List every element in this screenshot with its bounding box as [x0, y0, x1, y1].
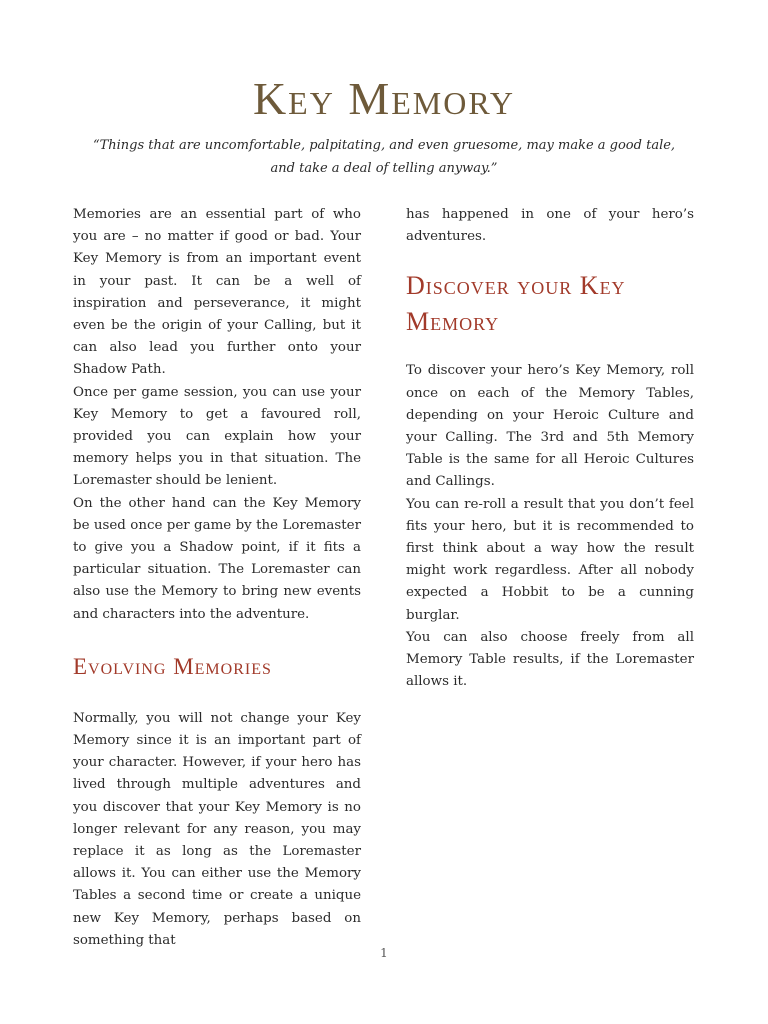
page-title: Key Memory — [252, 73, 516, 124]
intro-paragraph: Memories are an essential part of who you are – no matter if good or bad. Your Key Memory is from an important event in your past. It can be a well of inspiration and perseverance, it might even be the origin of your Calling, but it can also lead you further onto your Shadow Path. — [73, 207, 361, 378]
right-column — [406, 204, 694, 693]
section-heading-discover-key-memory: Discover your Key Memory — [406, 271, 626, 337]
loremaster-paragraph: On the other hand can the Key Memory be used once per game by the Loremaster to give you a Shadow point, if it fits a particular situation. The Loremaster can also use the Memory to bring new events and characters into the adventure. — [73, 495, 361, 622]
choose-paragraph: You can also choose freely from all Memory Table results, if the Loremaster allows it. — [406, 629, 694, 690]
usage-paragraph: Once per game session, you can use your Key Memory to get a favoured roll, provided you can explain how your memory helps you in that situation. The Loremaster should be lenient. — [73, 384, 361, 489]
page-number: 1 — [380, 946, 388, 960]
reroll-paragraph: You can re-roll a result that you don’t feel fits your hero, but it is recommended to first think about a way how the result might work regardless. After all nobody expected a Hobbit to be a cunning burglar. — [406, 496, 694, 623]
discover-paragraph: To discover your hero’s Key Memory, roll once on each of the Memory Tables, depending on your Heroic Culture and your Calling. The 3rd and 5th Memory Table is the same for all Heroic Cultures and Callings. — [406, 363, 694, 490]
left-column — [73, 204, 361, 952]
section-heading-evolving-memories: Evolving Memories — [73, 653, 272, 679]
continued-paragraph: has happened in one of your hero’s adventures. — [406, 207, 694, 245]
evolving-paragraph: Normally, you will not change your Key Memory since it is an important part of your character. However, if your hero has lived through multiple adventures and you discover that your Key Memory is no longer relevant for any reason, you may replace it as long as the Loremaster allows it. You can either use the Memory Tables a second time or create a unique new Key Memory, perhaps based on something that — [73, 710, 361, 948]
epigraph-quote: “Things that are uncomfortable, palpitating, and even gruesome, may make a good tale, and take a deal of telling anyway.” — [92, 138, 676, 176]
